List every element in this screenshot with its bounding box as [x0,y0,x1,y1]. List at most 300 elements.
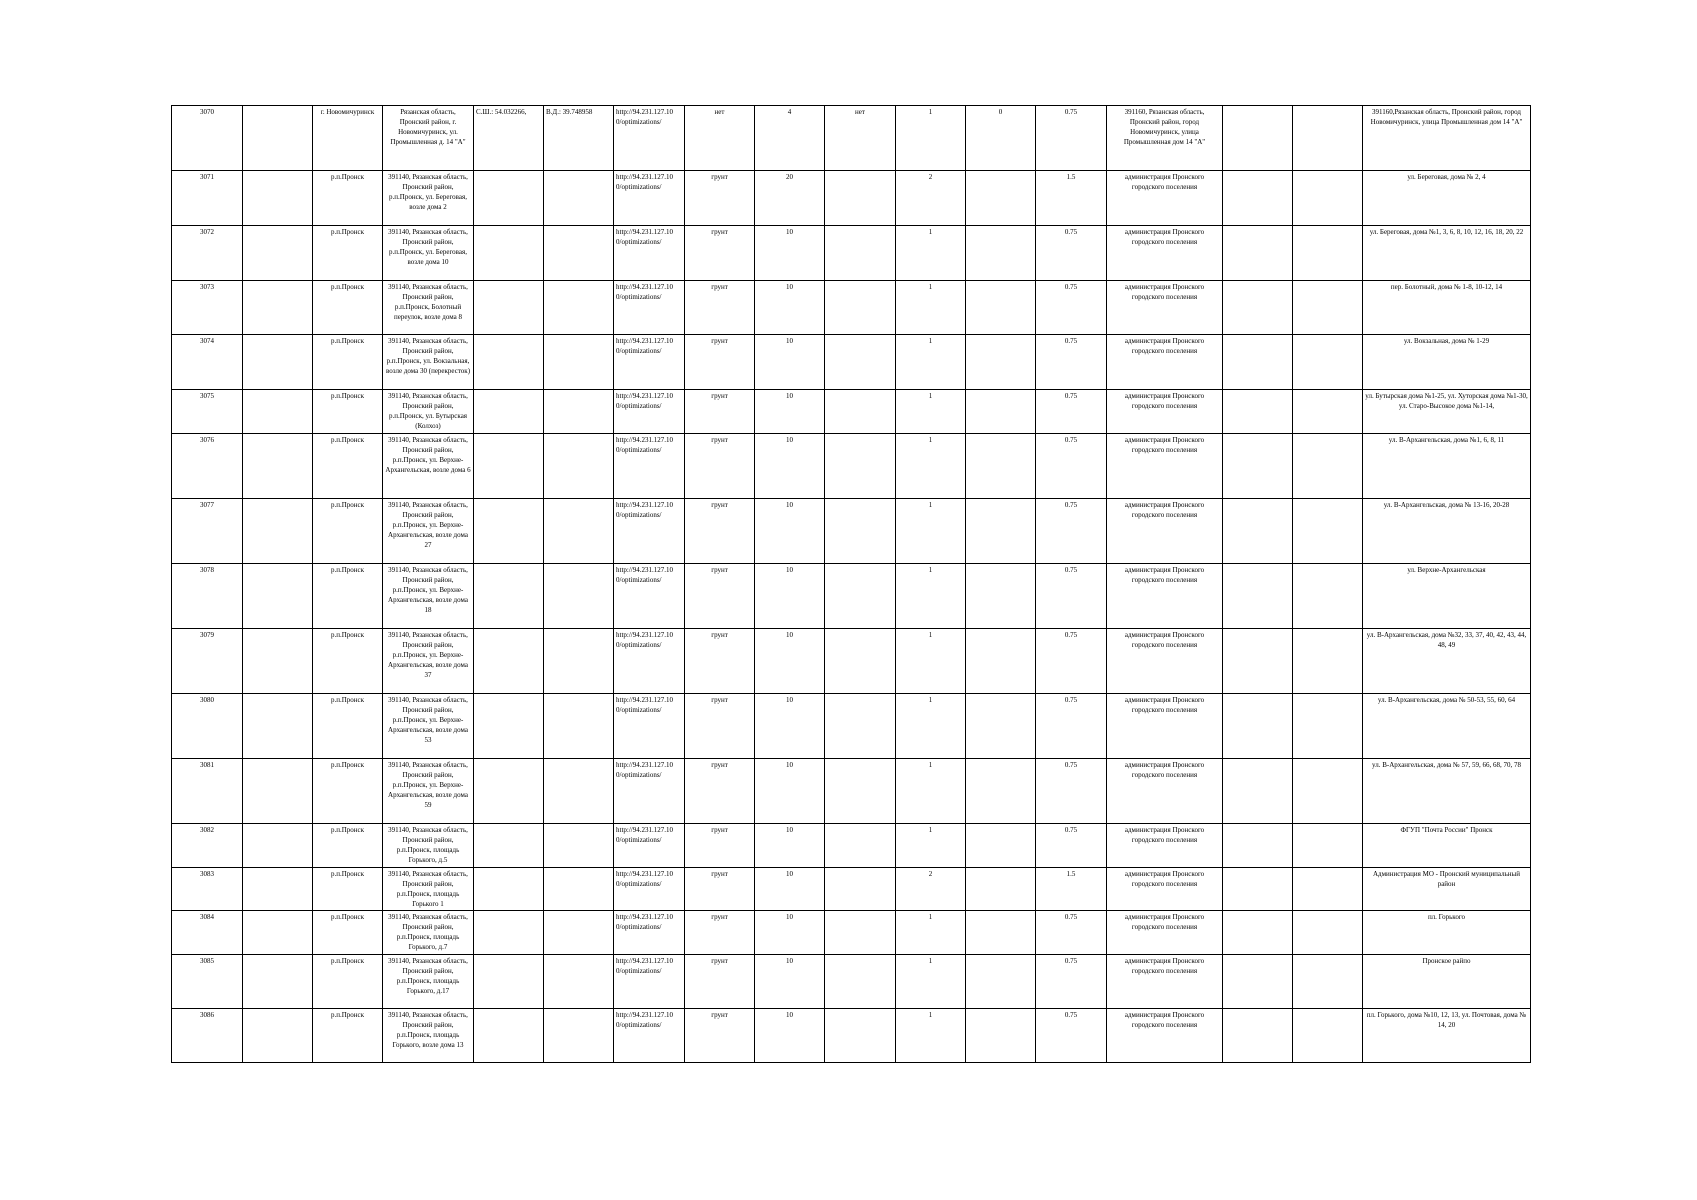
cell-address: 391140, Рязанская область, Пронский район, р.п.Пронск, ул. Вокзальная, возле дома 30 (перекресток) [383,335,474,390]
cell-area: 10 [755,911,825,955]
cell-area: 10 [755,629,825,694]
cell-address: 391140, Рязанская область, Пронский район, р.п.Пронск, ул. Верхне-Архангельская, возле дома 37 [383,629,474,694]
cell-waste-sources: пл. Горького [1363,911,1531,955]
cell-longitude [544,759,614,824]
cell-container-count: 1 [896,824,966,868]
cell-owner: администрация Пронского городского поселения [1107,911,1223,955]
table-row [172,824,1531,868]
cell-row-number: 3078 [172,564,243,629]
cell-roof [825,955,896,1009]
cell-surface: грунт [685,499,755,564]
table-row [172,281,1531,335]
cell-address: 391140, Рязанская область, Пронский район, р.п.Пронск, площадь Горького, возле дома 13 [383,1009,474,1063]
cell-container-count: 1 [896,694,966,759]
cell-empty-col-1 [243,434,313,499]
cell-locality: р.п.Пронск [313,759,383,824]
cell-surface: грунт [685,694,755,759]
cell-roof [825,171,896,226]
cell-container-count: 1 [896,226,966,281]
cell-roof [825,629,896,694]
cell-empty-col-1 [243,499,313,564]
cell-area: 10 [755,281,825,335]
table-row [172,564,1531,629]
cell-container-count-2 [966,226,1036,281]
cell-locality: р.п.Пронск [313,390,383,434]
table-row [172,335,1531,390]
cell-surface: грунт [685,335,755,390]
cell-owner: администрация Пронского городского поселения [1107,564,1223,629]
cell-longitude [544,281,614,335]
table-row [172,911,1531,955]
cell-container-count-2 [966,281,1036,335]
cell-empty-col-16 [1293,390,1363,434]
cell-locality: р.п.Пронск [313,434,383,499]
cell-area: 10 [755,335,825,390]
cell-locality: р.п.Пронск [313,955,383,1009]
table-row [172,759,1531,824]
cell-owner: администрация Пронского городского поселения [1107,824,1223,868]
cell-waste-sources: 391160,Рязанская область, Пронский район, город Новомичуринск, улица Промышленная дом 14 "А" [1363,106,1531,171]
cell-volume: 0.75 [1036,226,1107,281]
cell-container-count-2 [966,955,1036,1009]
cell-container-count-2 [966,759,1036,824]
cell-map-link[interactable]: http://94.231.127.10 0/optimizations/ [614,226,685,281]
cell-empty-col-15 [1223,564,1293,629]
cell-waste-sources: ул. В-Архангельская, дома № 57, 59, 66, 68, 70, 78 [1363,759,1531,824]
cell-container-count: 2 [896,868,966,911]
cell-empty-col-15 [1223,499,1293,564]
cell-surface: нет [685,106,755,171]
cell-longitude [544,1009,614,1063]
cell-waste-sources: Пронское райпо [1363,955,1531,1009]
cell-container-count: 1 [896,335,966,390]
cell-volume: 0.75 [1036,1009,1107,1063]
cell-container-count-2 [966,390,1036,434]
cell-container-count-2 [966,335,1036,390]
cell-map-link[interactable]: http://94.231.127.10 0/optimizations/ [614,390,685,434]
cell-longitude [544,629,614,694]
cell-waste-sources: ул. В-Архангельская, дома №32, 33, 37, 40, 42, 43, 44, 48, 49 [1363,629,1531,694]
cell-roof [825,868,896,911]
cell-volume: 0.75 [1036,499,1107,564]
table-row [172,955,1531,1009]
cell-volume: 0.75 [1036,694,1107,759]
cell-area: 10 [755,759,825,824]
cell-container-count: 1 [896,499,966,564]
cell-volume: 0.75 [1036,824,1107,868]
cell-owner: администрация Пронского городского поселения [1107,281,1223,335]
cell-volume: 0.75 [1036,390,1107,434]
cell-longitude [544,335,614,390]
cell-container-count-2: 0 [966,106,1036,171]
cell-row-number: 3079 [172,629,243,694]
cell-row-number: 3076 [172,434,243,499]
cell-address: 391140, Рязанская область, Пронский район, р.п.Пронск, ул. Верхне-Архангельская, возле дома 53 [383,694,474,759]
cell-empty-col-1 [243,106,313,171]
cell-map-link[interactable]: http://94.231.127.10 0/optimizations/ [614,1009,685,1063]
cell-area: 10 [755,499,825,564]
cell-roof [825,694,896,759]
cell-container-count-2 [966,499,1036,564]
cell-area: 10 [755,824,825,868]
cell-longitude [544,171,614,226]
cell-latitude [474,281,544,335]
cell-roof [825,281,896,335]
cell-latitude [474,955,544,1009]
cell-owner: администрация Пронского городского поселения [1107,1009,1223,1063]
cell-empty-col-1 [243,955,313,1009]
cell-owner: администрация Пронского городского поселения [1107,390,1223,434]
cell-empty-col-16 [1293,1009,1363,1063]
cell-surface: грунт [685,564,755,629]
cell-volume: 0.75 [1036,955,1107,1009]
cell-row-number: 3075 [172,390,243,434]
cell-empty-col-15 [1223,335,1293,390]
cell-empty-col-15 [1223,434,1293,499]
cell-empty-col-15 [1223,226,1293,281]
cell-empty-col-1 [243,564,313,629]
cell-surface: грунт [685,824,755,868]
cell-empty-col-16 [1293,434,1363,499]
cell-locality: р.п.Пронск [313,226,383,281]
cell-roof [825,434,896,499]
cell-longitude [544,390,614,434]
cell-volume: 0.75 [1036,434,1107,499]
cell-container-count: 1 [896,390,966,434]
cell-container-count-2 [966,564,1036,629]
cell-row-number: 3086 [172,1009,243,1063]
cell-volume: 0.75 [1036,335,1107,390]
cell-surface: грунт [685,759,755,824]
table-row [172,390,1531,434]
cell-empty-col-15 [1223,281,1293,335]
registry-table [171,105,1531,1063]
cell-empty-col-16 [1293,694,1363,759]
cell-latitude [474,868,544,911]
cell-area: 10 [755,226,825,281]
cell-roof [825,335,896,390]
cell-surface: грунт [685,226,755,281]
cell-container-count-2 [966,911,1036,955]
cell-owner: администрация Пронского городского поселения [1107,335,1223,390]
cell-row-number: 3070 [172,106,243,171]
cell-container-count-2 [966,171,1036,226]
cell-latitude [474,824,544,868]
cell-locality: р.п.Пронск [313,499,383,564]
table-row [172,868,1531,911]
cell-map-link[interactable]: http://94.231.127.10 0/optimizations/ [614,499,685,564]
cell-owner: администрация Пронского городского поселения [1107,955,1223,1009]
cell-address: 391140, Рязанская область, Пронский район, р.п.Пронск, ул. Береговая, возле дома 10 [383,226,474,281]
cell-surface: грунт [685,390,755,434]
cell-address: 391140, Рязанская область, Пронский район, р.п.Пронск, площадь Горького, д.17 [383,955,474,1009]
cell-locality: р.п.Пронск [313,824,383,868]
cell-empty-col-15 [1223,106,1293,171]
cell-area: 10 [755,434,825,499]
cell-row-number: 3073 [172,281,243,335]
cell-container-count: 1 [896,564,966,629]
cell-map-link[interactable]: http://94.231.127.10 0/optimizations/ [614,694,685,759]
cell-empty-col-1 [243,226,313,281]
cell-empty-col-16 [1293,335,1363,390]
cell-longitude: В.Д.: 39.748958 [544,106,614,171]
cell-volume: 0.75 [1036,911,1107,955]
cell-address: 391140, Рязанская область, Пронский район, р.п.Пронск, ул. Береговая, возле дома 2 [383,171,474,226]
cell-surface: грунт [685,434,755,499]
cell-latitude [474,629,544,694]
cell-container-count-2 [966,824,1036,868]
cell-empty-col-16 [1293,824,1363,868]
cell-address: 391140, Рязанская область, Пронский район, р.п.Пронск, ул. Верхне-Архангельская, возле дома 59 [383,759,474,824]
cell-waste-sources: ул. В-Архангельская, дома №1, 6, 8, 11 [1363,434,1531,499]
cell-empty-col-1 [243,171,313,226]
cell-volume: 1.5 [1036,868,1107,911]
cell-roof [825,499,896,564]
cell-row-number: 3071 [172,171,243,226]
cell-row-number: 3081 [172,759,243,824]
cell-empty-col-15 [1223,694,1293,759]
cell-surface: грунт [685,911,755,955]
cell-longitude [544,911,614,955]
cell-longitude [544,226,614,281]
cell-volume: 1.5 [1036,171,1107,226]
cell-container-count: 1 [896,955,966,1009]
cell-empty-col-16 [1293,759,1363,824]
cell-container-count: 1 [896,1009,966,1063]
cell-map-link[interactable]: http://94.231.127.10 0/optimizations/ [614,106,685,171]
cell-row-number: 3085 [172,955,243,1009]
cell-empty-col-15 [1223,955,1293,1009]
cell-volume: 0.75 [1036,759,1107,824]
cell-surface: грунт [685,171,755,226]
cell-empty-col-16 [1293,955,1363,1009]
cell-empty-col-16 [1293,106,1363,171]
cell-owner: администрация Пронского городского поселения [1107,694,1223,759]
cell-volume: 0.75 [1036,106,1107,171]
cell-waste-sources: ул. В-Архангельская, дома № 50-53, 55, 60, 64 [1363,694,1531,759]
cell-row-number: 3074 [172,335,243,390]
cell-container-count-2 [966,629,1036,694]
cell-map-link[interactable]: http://94.231.127.10 0/optimizations/ [614,911,685,955]
cell-empty-col-15 [1223,629,1293,694]
cell-map-link[interactable]: http://94.231.127.10 0/optimizations/ [614,629,685,694]
cell-waste-sources: ул. Бутырская дома №1-25, ул. Хуторская дома №1-30, ул. Старо-Высокое дома №1-14, [1363,390,1531,434]
cell-area: 10 [755,1009,825,1063]
cell-locality: р.п.Пронск [313,171,383,226]
cell-address: 391140, Рязанская область, Пронский район, р.п.Пронск, площадь Горького, д.5 [383,824,474,868]
cell-empty-col-16 [1293,564,1363,629]
cell-area: 4 [755,106,825,171]
cell-area: 10 [755,868,825,911]
cell-map-link[interactable]: http://94.231.127.10 0/optimizations/ [614,434,685,499]
cell-area: 10 [755,694,825,759]
cell-map-link[interactable]: http://94.231.127.10 0/optimizations/ [614,564,685,629]
cell-latitude: С.Ш.: 54.032266, [474,106,544,171]
cell-area: 10 [755,390,825,434]
cell-container-count: 1 [896,281,966,335]
cell-surface: грунт [685,281,755,335]
cell-map-link[interactable]: http://94.231.127.10 0/optimizations/ [614,868,685,911]
table-row [172,694,1531,759]
cell-latitude [474,1009,544,1063]
cell-container-count: 1 [896,434,966,499]
cell-longitude [544,434,614,499]
table-row [172,226,1531,281]
cell-longitude [544,564,614,629]
cell-empty-col-15 [1223,1009,1293,1063]
cell-address: 391140, Рязанская область, Пронский район, р.п.Пронск, площадь Горького, д.7 [383,911,474,955]
cell-latitude [474,434,544,499]
cell-row-number: 3083 [172,868,243,911]
cell-latitude [474,335,544,390]
cell-empty-col-1 [243,629,313,694]
cell-empty-col-16 [1293,226,1363,281]
cell-waste-sources: ФГУП "Почта России" Пронск [1363,824,1531,868]
cell-waste-sources: пл. Горького, дома №10, 12, 13, ул. Почтовая, дома № 14, 20 [1363,1009,1531,1063]
cell-container-count: 2 [896,171,966,226]
cell-latitude [474,390,544,434]
cell-owner: администрация Пронского городского поселения [1107,499,1223,564]
cell-row-number: 3082 [172,824,243,868]
cell-container-count-2 [966,1009,1036,1063]
cell-waste-sources: ул. Береговая, дома № 2, 4 [1363,171,1531,226]
cell-map-link[interactable]: http://94.231.127.10 0/optimizations/ [614,335,685,390]
cell-empty-col-16 [1293,281,1363,335]
cell-empty-col-1 [243,824,313,868]
cell-locality: р.п.Пронск [313,868,383,911]
cell-area: 10 [755,564,825,629]
cell-empty-col-1 [243,759,313,824]
cell-locality: р.п.Пронск [313,629,383,694]
cell-waste-sources: пер. Болотный, дома № 1-8, 10-12, 14 [1363,281,1531,335]
cell-volume: 0.75 [1036,564,1107,629]
cell-latitude [474,694,544,759]
cell-container-count-2 [966,868,1036,911]
cell-locality: р.п.Пронск [313,694,383,759]
cell-roof: нет [825,106,896,171]
cell-owner: администрация Пронского городского поселения [1107,759,1223,824]
cell-surface: грунт [685,955,755,1009]
cell-waste-sources: ул. Верхне-Архангельская [1363,564,1531,629]
cell-surface: грунт [685,868,755,911]
cell-waste-sources: ул. В-Архангельская, дома № 13-16, 20-28 [1363,499,1531,564]
cell-waste-sources: ул. Вокзальная, дома № 1-29 [1363,335,1531,390]
cell-empty-col-16 [1293,499,1363,564]
cell-latitude [474,171,544,226]
cell-address: 391140, Рязанская область, Пронский район, р.п.Пронск, Болотный переулок, возле дома 8 [383,281,474,335]
cell-longitude [544,955,614,1009]
cell-address: 391140, Рязанская область, Пронский район, р.п.Пронск, ул. Бутырская (Колхоз) [383,390,474,434]
cell-map-link[interactable]: http://94.231.127.10 0/optimizations/ [614,824,685,868]
table-row [172,106,1531,171]
cell-container-count: 1 [896,629,966,694]
cell-volume: 0.75 [1036,281,1107,335]
cell-area: 20 [755,171,825,226]
cell-address: Рязанская область, Пронский район, г. Новомичуринск, ул. Промышленная д. 14 "А" [383,106,474,171]
cell-waste-sources: Администрация МО - Пронский муниципальный район [1363,868,1531,911]
cell-locality: р.п.Пронск [313,335,383,390]
cell-area: 10 [755,955,825,1009]
cell-empty-col-1 [243,694,313,759]
cell-owner: администрация Пронского городского поселения [1107,226,1223,281]
cell-latitude [474,759,544,824]
cell-locality: р.п.Пронск [313,564,383,629]
cell-map-link[interactable]: http://94.231.127.10 0/optimizations/ [614,955,685,1009]
cell-owner: администрация Пронского городского поселения [1107,434,1223,499]
cell-empty-col-16 [1293,911,1363,955]
cell-owner: администрация Пронского городского поселения [1107,629,1223,694]
cell-locality: г. Новомичуринск [313,106,383,171]
cell-latitude [474,226,544,281]
cell-empty-col-15 [1223,868,1293,911]
cell-volume: 0.75 [1036,629,1107,694]
table-row [172,171,1531,226]
cell-waste-sources: ул. Береговая, дома №1, 3, 6, 8, 10, 12, 16, 18, 20, 22 [1363,226,1531,281]
cell-surface: грунт [685,629,755,694]
cell-empty-col-1 [243,335,313,390]
cell-container-count: 1 [896,759,966,824]
cell-longitude [544,824,614,868]
cell-roof [825,564,896,629]
cell-row-number: 3072 [172,226,243,281]
cell-roof [825,911,896,955]
cell-locality: р.п.Пронск [313,1009,383,1063]
cell-owner: администрация Пронского городского поселения [1107,868,1223,911]
cell-roof [825,759,896,824]
cell-map-link[interactable]: http://94.231.127.10 0/optimizations/ [614,759,685,824]
cell-row-number: 3080 [172,694,243,759]
cell-empty-col-1 [243,390,313,434]
table-row [172,629,1531,694]
cell-roof [825,226,896,281]
cell-owner: администрация Пронского городского поселения [1107,171,1223,226]
cell-row-number: 3077 [172,499,243,564]
cell-owner: 391160, Рязанская область, Пронский район, город Новомичуринск, улица Промышленная дом 14 "А" [1107,106,1223,171]
cell-longitude [544,694,614,759]
cell-empty-col-15 [1223,171,1293,226]
cell-row-number: 3084 [172,911,243,955]
cell-empty-col-1 [243,911,313,955]
cell-empty-col-15 [1223,824,1293,868]
cell-latitude [474,499,544,564]
cell-roof [825,824,896,868]
cell-address: 391140, Рязанская область, Пронский район, р.п.Пронск, ул. Верхне-Архангельская, возле дома 6 [383,434,474,499]
cell-container-count-2 [966,434,1036,499]
cell-empty-col-16 [1293,868,1363,911]
cell-empty-col-16 [1293,629,1363,694]
cell-address: 391140, Рязанская область, Пронский район, р.п.Пронск, площадь Горького 1 [383,868,474,911]
cell-address: 391140, Рязанская область, Пронский район, р.п.Пронск, ул. Верхне-Архангельская, возле дома 18 [383,564,474,629]
cell-roof [825,1009,896,1063]
table-row [172,434,1531,499]
cell-empty-col-1 [243,281,313,335]
table-row [172,499,1531,564]
cell-locality: р.п.Пронск [313,911,383,955]
cell-empty-col-15 [1223,911,1293,955]
cell-map-link[interactable]: http://94.231.127.10 0/optimizations/ [614,171,685,226]
cell-empty-col-16 [1293,171,1363,226]
cell-roof [825,390,896,434]
cell-container-count: 1 [896,106,966,171]
cell-map-link[interactable]: http://94.231.127.10 0/optimizations/ [614,281,685,335]
cell-empty-col-1 [243,1009,313,1063]
cell-empty-col-15 [1223,390,1293,434]
cell-empty-col-15 [1223,759,1293,824]
cell-latitude [474,911,544,955]
cell-empty-col-1 [243,868,313,911]
cell-longitude [544,499,614,564]
cell-locality: р.п.Пронск [313,281,383,335]
